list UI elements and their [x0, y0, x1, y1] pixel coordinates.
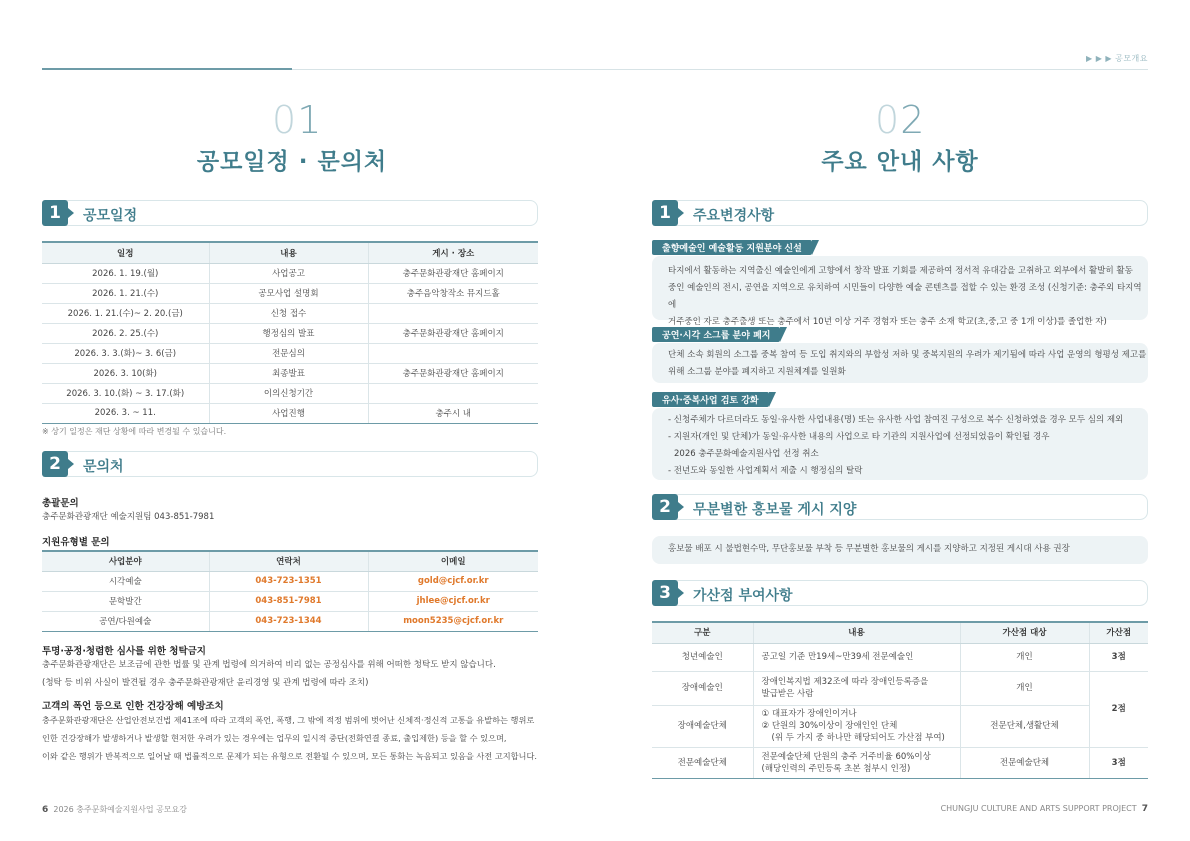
section-header-changes	[652, 200, 1148, 226]
section-number: 2	[652, 494, 678, 520]
page-number: 7	[1141, 804, 1148, 814]
cell: 2026. 3. 3.(화)~ 3. 6(금)	[42, 343, 209, 363]
cell	[368, 383, 538, 403]
table-row	[42, 323, 538, 343]
email-link[interactable]: gold@cjcf.or.kr	[368, 571, 538, 591]
text-line: 장애인복지법 제32조에 따라 장애인등록증을	[761, 677, 929, 687]
table-row	[42, 343, 538, 363]
footer-title: CHUNGJU CULTURE AND ARTS SUPPORT PROJECT	[940, 804, 1137, 813]
cell: 2026. 1. 21.(수)~ 2. 20.(금)	[42, 303, 209, 323]
chapter-number-02: 02	[875, 98, 926, 142]
cell: 2026. 3. 10(화)	[42, 363, 209, 383]
table-row	[42, 403, 538, 423]
cell: 공고일 기준 만19세~만39세 전문예술인	[753, 643, 960, 671]
cell: 공연/다원예술	[42, 611, 209, 631]
section-title: 무분별한 홍보물 게시 지양	[693, 502, 857, 518]
col-header: 일정	[42, 242, 209, 263]
section-title: 문의처	[83, 459, 124, 475]
cell	[753, 705, 960, 747]
score-cell: 2점	[1089, 671, 1148, 747]
cell	[753, 671, 960, 705]
table-row	[42, 611, 538, 631]
table-row	[42, 283, 538, 303]
general-inquiry-text: 충주문화관광재단 예술지원팀 043-851-7981	[42, 512, 215, 522]
section-header-contact	[42, 451, 538, 477]
section-number: 2	[42, 451, 68, 477]
cell: 청년예술인	[652, 643, 753, 671]
section-header-schedule	[42, 200, 538, 226]
text-line: 충주문화관광재단은 보조금에 관한 법률 및 관계 법령에 의거하여 비리 없는 공정심사를 위해 어떠한 청탁도 받지 않습니다.	[42, 660, 496, 670]
cell: 전문예술단체	[652, 747, 753, 778]
col-header: 게시 · 장소	[368, 242, 538, 263]
text-line: - 전년도와 동일한 사업계획서 제출 시 행정심의 탈락	[668, 466, 863, 476]
text-line: - 신청주체가 다르더라도 동일·유사한 사업내용(명) 또는 유사한 사업 참여진 구성으로 복수 신청하였을 경우 모두 심의 제외	[668, 415, 1124, 425]
cell: 2026. 3. ~ 11.	[42, 403, 209, 423]
col-header: 구분	[652, 622, 753, 643]
cell: 공모사업 설명회	[209, 283, 368, 303]
score-cell: 3점	[1089, 643, 1148, 671]
table-row	[42, 571, 538, 591]
cell: 전문심의	[209, 343, 368, 363]
text-line: 2026 충주문화예술지원사업 선정 취소	[674, 449, 819, 459]
text-line: 중인 예술인의 전시, 공연을 지역으로 유치하여 시민들이 다양한 예술 콘텐츠를 접할 수 있는 환경 조성 (신청기준: 충주외 타지역에	[668, 283, 1142, 310]
col-header: 이메일	[368, 551, 538, 571]
text-line: (해당인력의 주민등록 초본 첨부시 인정)	[761, 763, 911, 774]
text-line: 위해 소그룹 분야를 폐지하고 지원체계를 일원화	[668, 367, 846, 377]
cell: 2026. 3. 10.(화) ~ 3. 17.(화)	[42, 383, 209, 403]
footer-title: 2026 충주문화예술지원사업 공모요강	[53, 805, 187, 814]
cell: 충주문화관광재단 홈페이지	[368, 323, 538, 343]
cell: 2026. 1. 19.(월)	[42, 263, 209, 283]
table-row	[652, 671, 1148, 705]
footer-right	[941, 804, 1148, 814]
cell	[368, 343, 538, 363]
chapter-number-01: 01	[272, 98, 323, 142]
email-link[interactable]: moon5235@cjcf.or.kr	[368, 611, 538, 631]
footer-left	[42, 804, 187, 815]
cell: 장애예술단체	[652, 705, 753, 747]
section-header-promotion	[652, 494, 1148, 520]
section-title: 공모일정	[83, 208, 138, 224]
cell: 사업진행	[209, 403, 368, 423]
phone-link[interactable]: 043-723-1344	[209, 611, 368, 631]
section-number: 1	[652, 200, 678, 226]
cell: 개인	[960, 671, 1089, 705]
chapter-title-right: 주요 안내 사항	[821, 149, 979, 175]
phone-link[interactable]: 043-723-1351	[209, 571, 368, 591]
text-line: ① 대표자가 장애인이거나	[761, 709, 857, 719]
table-row	[42, 263, 538, 283]
table-row	[652, 643, 1148, 671]
col-header: 내용	[209, 242, 368, 263]
text-line: 이와 같은 행위가 반복적으로 일어날 때 법률적으로 문제가 되는 유형으로 전환될 수 있으며, 모든 통화는 녹음되고 있음을 사전 고지합니다.	[42, 751, 537, 761]
table-row	[42, 591, 538, 611]
cell	[753, 747, 960, 778]
top-rule-accent	[42, 68, 292, 70]
cell: 행정심의 발표	[209, 323, 368, 343]
col-header: 사업분야	[42, 551, 209, 571]
text-line: ② 단원의 30%이상이 장애인인 단체	[761, 721, 898, 731]
col-header: 가산점 대상	[960, 622, 1089, 643]
cell: 충주음악창작소 뮤지드홀	[368, 283, 538, 303]
health-protection-title: 고객의 폭언 등으로 인한 건강장해 예방조치	[42, 701, 224, 712]
tag-new-field: 출향예술인 예술활동 지원분야 신설	[652, 240, 812, 255]
cell: 사업공고	[209, 263, 368, 283]
text-line: (위 두 가지 중 하나만 해당되어도 가산점 부여)	[771, 733, 945, 743]
email-link[interactable]: jhlee@cjcf.or.kr	[368, 591, 538, 611]
type-inquiry-title: 지원유형별 문의	[42, 537, 110, 548]
table-row	[42, 383, 538, 403]
change-box-1	[652, 256, 1148, 327]
cell: 시각예술	[42, 571, 209, 591]
tag-duplicate-review: 유사·중복사업 검토 강화	[652, 392, 769, 407]
section-number: 3	[652, 580, 678, 606]
text-line: 타지에서 활동하는 지역출신 예술인에게 고향에서 창작 발표 기회를 제공하여 정서적 유대감을 고취하고 외부에서 활발히 활동	[668, 266, 1133, 276]
page-number: 6	[42, 805, 49, 815]
text-line: (청탁 등 비위 사실이 발견될 경우 충주문화관광재단 윤리경영 및 관계 법령에 따라 조치)	[42, 678, 369, 688]
cell: 최종발표	[209, 363, 368, 383]
col-header: 가산점	[1089, 622, 1148, 643]
cell: 신청 접수	[209, 303, 368, 323]
text-line: 전문예술단체 단원의 충주 거주비율 60%이상	[761, 751, 931, 762]
schedule-table	[42, 241, 538, 424]
text-line: 인한 건강장해가 발생하거나 발생할 현저한 우려가 있는 경우에는 업무의 일시적 중단(전화연결 종료, 출입제한) 등을 할 수 있으며,	[42, 733, 507, 743]
cell	[368, 303, 538, 323]
section-title: 주요변경사항	[693, 208, 775, 224]
text-line: 거주중인 자로 충주출생 또는 충주에서 10년 이상 거주 경험자 또는 충주 소재 학교(초,중,고 중 1개 이상)를 졸업한 자)	[668, 317, 1107, 327]
phone-link[interactable]: 043-851-7981	[209, 591, 368, 611]
cell: 2026. 1. 21.(수)	[42, 283, 209, 303]
cell: 2026. 2. 25.(수)	[42, 323, 209, 343]
table-row	[652, 747, 1148, 778]
col-header: 연락처	[209, 551, 368, 571]
section-header-bonus	[652, 580, 1148, 606]
health-protection-text	[42, 711, 542, 765]
table-row	[42, 303, 538, 323]
cell: 충주시 내	[368, 403, 538, 423]
tag-abolished-field: 공연·시각 소그룹 분야 폐지	[652, 327, 780, 342]
change-box-3	[652, 408, 1148, 480]
section-number: 1	[42, 200, 68, 226]
schedule-note: ※ 상기 일정은 재단 상황에 따라 변경될 수 있습니다.	[42, 427, 227, 436]
anti-graft-text	[42, 656, 542, 692]
cell: 개인	[960, 643, 1089, 671]
change-box-2	[652, 343, 1148, 383]
text-line: - 지원자(개인 및 단체)가 동일·유사한 내용의 사업으로 타 기관의 지원사업에 선정되었음이 확인될 경우	[668, 432, 1050, 442]
cell: 장애예술인	[652, 671, 753, 705]
table-row	[42, 363, 538, 383]
text-line: 단체 소속 회원의 소그룹 중복 참여 등 도입 취지와의 부합성 저하 및 중복지원의 우려가 제기됨에 따라 사업 운영의 형평성 제고를	[668, 350, 1147, 360]
section-title: 가산점 부여사항	[693, 588, 793, 604]
text-line: 발급받은 사람	[761, 689, 814, 699]
promotion-box: 홍보물 배포 시 불법현수막, 무단홍보물 부착 등 무분별한 홍보물의 게시를 지양하고 지정된 게시대 사용 권장	[652, 536, 1148, 564]
table-row	[652, 705, 1148, 747]
col-header: 내용	[753, 622, 960, 643]
bonus-table	[652, 621, 1148, 779]
score-cell: 3점	[1089, 747, 1148, 778]
contact-table	[42, 550, 538, 632]
anti-graft-title: 투명·공정·청렴한 심사를 위한 청탁금지	[42, 646, 206, 657]
general-inquiry-title: 총괄문의	[42, 498, 79, 509]
cell: 충주문화관광재단 홈페이지	[368, 263, 538, 283]
cell: 충주문화관광재단 홈페이지	[368, 363, 538, 383]
cell: 전문단체,생활단체	[960, 705, 1089, 747]
chapter-title-left: 공모일정 · 문의처	[196, 149, 388, 175]
cell: 이의신청기간	[209, 383, 368, 403]
cell: 문학발간	[42, 591, 209, 611]
cell: 전문예술단체	[960, 747, 1089, 778]
text-line: 충주문화관광재단은 산업안전보건법 제41조에 따라 고객의 폭언, 폭행, 그 밖에 적정 범위에 벗어난 신체적·정신적 고통을 유발하는 행위로	[42, 715, 535, 725]
breadcrumb: ▶ ▶ ▶ 공모개요	[1086, 54, 1148, 63]
